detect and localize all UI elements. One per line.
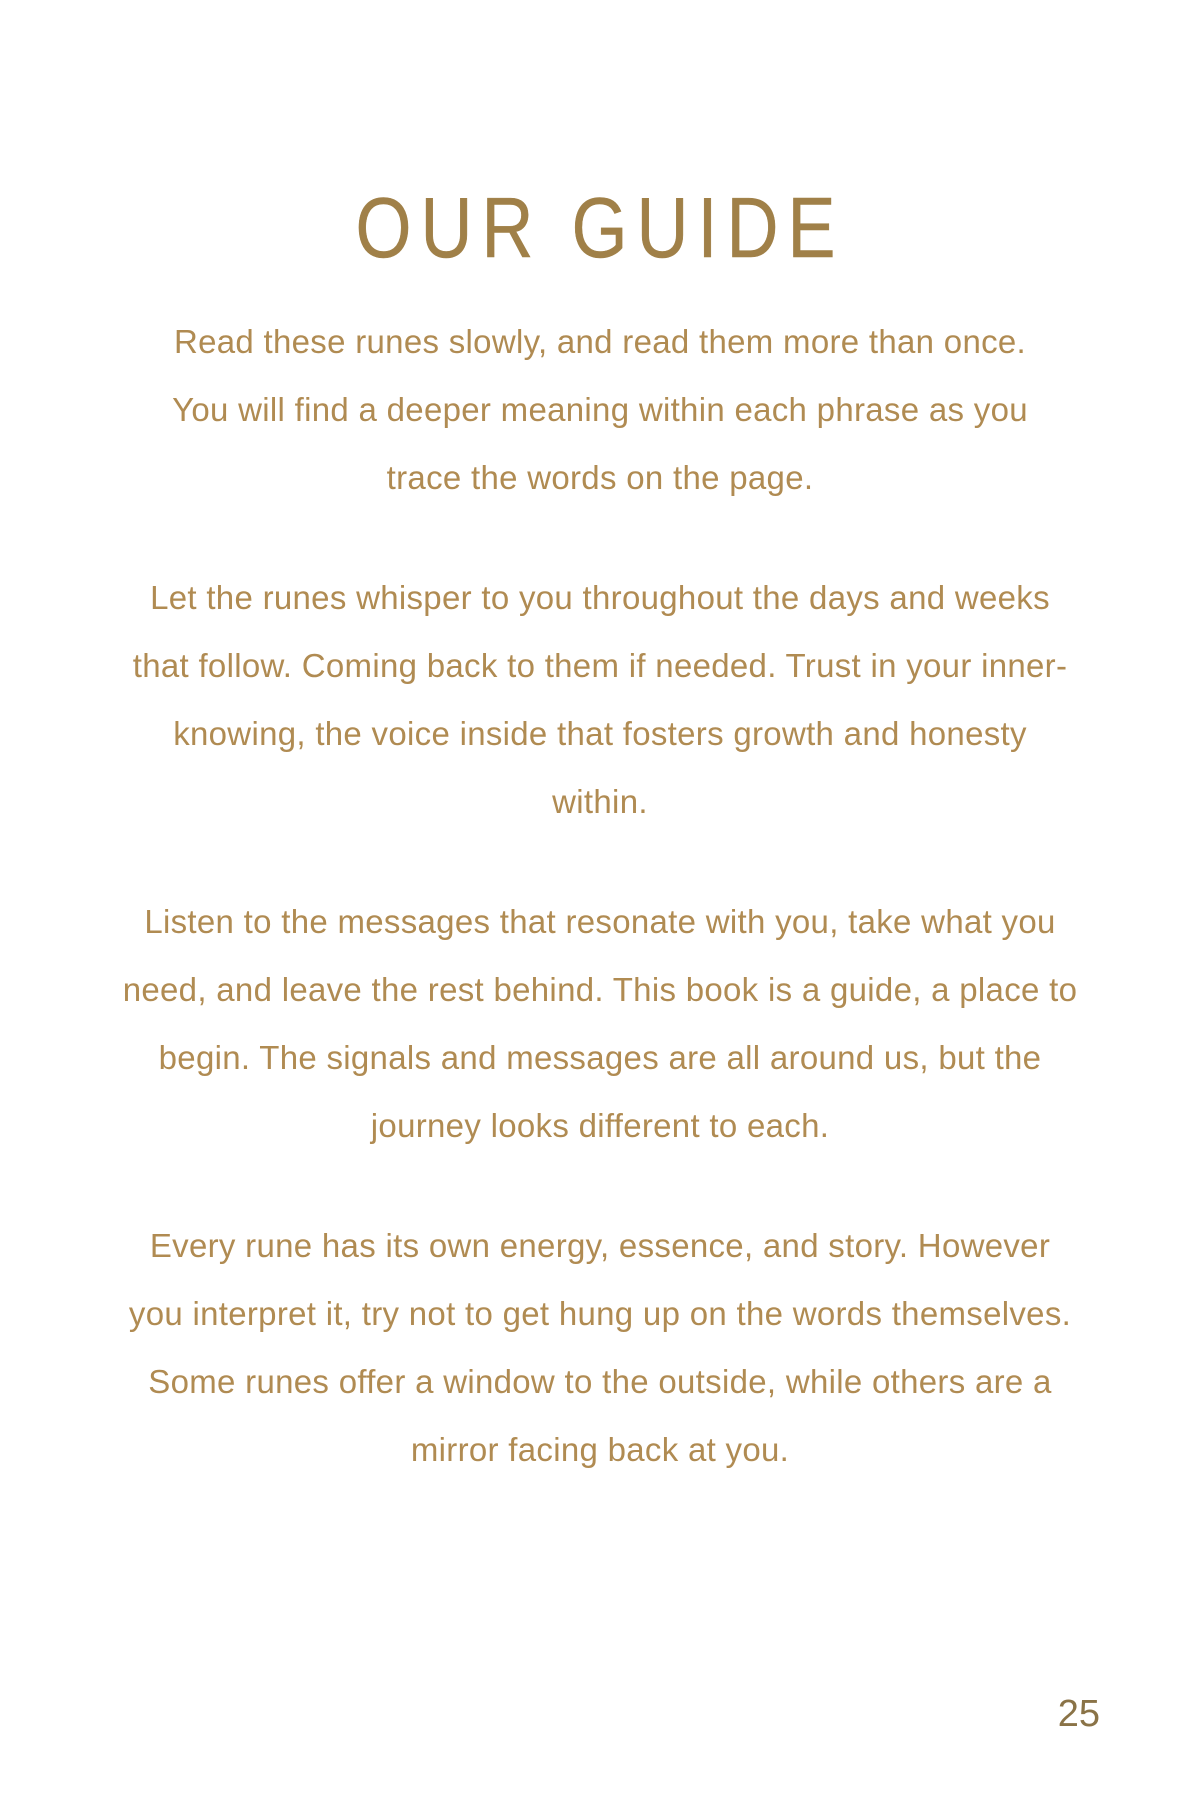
paragraph: Read these runes slowly, and read them more than once. You will find a deeper meaning within each phrase as you trace the words on the page. bbox=[172, 323, 1028, 496]
paragraph: Every rune has its own energy, essence, and story. However you interpret it, try not to get hung up on the words themselves. Some runes offer a window to the outside, while others are a mirror facing back at you. bbox=[128, 1227, 1072, 1468]
paragraph: Listen to the messages that resonate with you, take what you need, and leave the rest behind. This book is a guide, a place to begin. The signals and messages are all around us, but the journey looks different to each. bbox=[122, 903, 1078, 1144]
paragraph: Let the runes whisper to you throughout the days and weeks that follow. Coming back to them if needed. Trust in your inner-knowing, the voice inside that fosters growth and honesty within. bbox=[132, 579, 1068, 820]
body-content bbox=[120, 230, 1080, 1484]
page-number: 25 bbox=[1057, 1693, 1100, 1735]
page-title: OUR GUIDE bbox=[355, 181, 845, 277]
